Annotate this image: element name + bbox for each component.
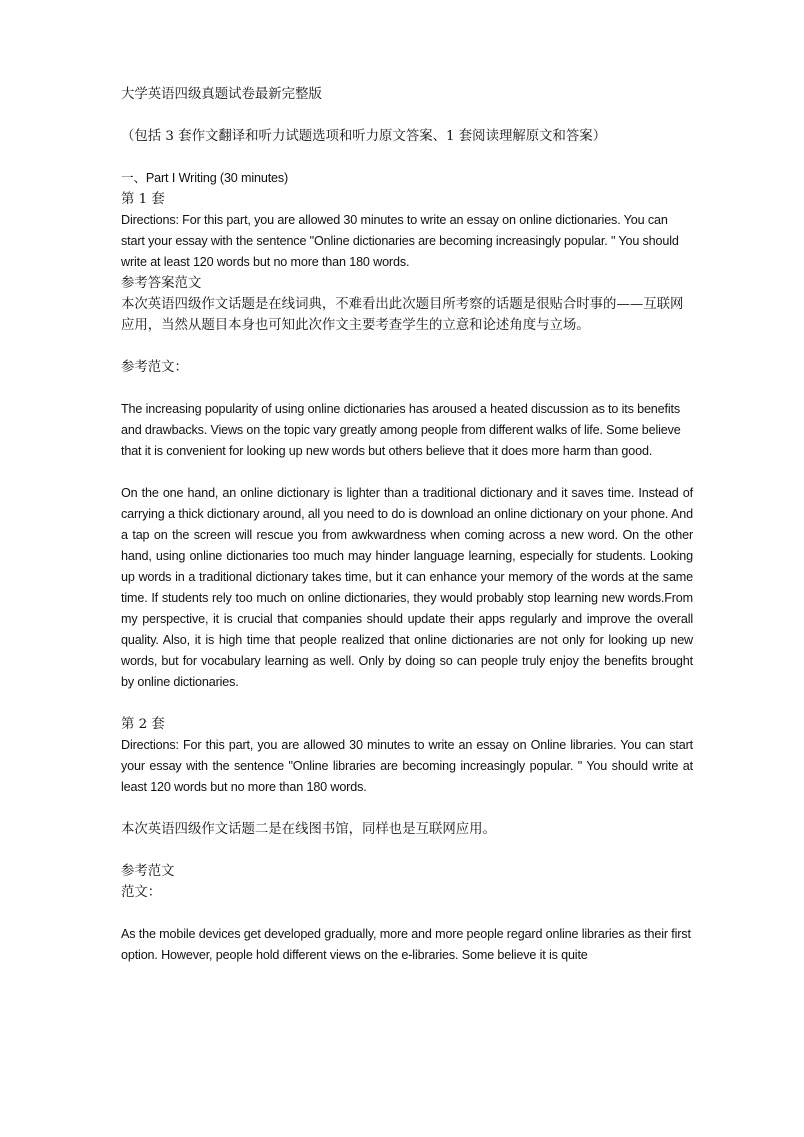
set1-answer-label: 参考答案范文 — [121, 276, 202, 291]
set2-essay-paragraph-1: As the mobile devices get developed gradually, more and more people regard online libraries as their first option. However, people hold different views on the e-libraries. Some believe it is quite — [121, 927, 691, 962]
doc-subtitle: （包括 3 套作文翻译和听力试题选项和听力原文答案、1 套阅读理解原文和答案） — [121, 129, 607, 144]
set2-label: 第 2 套 — [121, 717, 165, 732]
set1-directions: Directions: For this part, you are allowed 30 minutes to write an essay on online dictionaries. You can start your essay with the sentence "Online dictionaries are becoming increasingly popular. " You should write at least 120 words but no more than 180 words. — [121, 213, 679, 269]
doc-title: 大学英语四级真题试卷最新完整版 — [121, 87, 322, 102]
set1-essay-paragraph-2: On the one hand, an online dictionary is lighter than a traditional dictionary and it saves time. Instead of carrying a thick dictionary around, all you need to do is download an online dictionary on your phone. And a tap on the screen will rescue you from awkwardness when coming across a new word. On the other hand, using online dictionaries too much may hinder language learning, especially for students. Looking up words in a traditional dictionary takes time, but it can enhance your memory of the words at the same time. If students rely too much on online dictionaries, they would probably stop learning new words.From my perspective, it is crucial that companies should update their apps regularly and improve the overall quality. Also, it is high time that people realized that online dictionaries are not only for looking up new words, but for vocabulary learning as well. Only by doing so can people truly enjoy the benefits brought by online dictionaries. — [121, 486, 693, 689]
set1-sample-label: 参考范文： — [121, 360, 188, 375]
set2-directions: Directions: For this part, you are allowed 30 minutes to write an essay on Online libraries. You can start your essay with the sentence "Online libraries are becoming increasingly popular. " You should write at least 120 words but no more than 180 words. — [121, 738, 693, 794]
set1-analysis: 本次英语四级作文话题是在线词典，不难看出此次题目所考察的话题是很贴合时事的——互联网应用，当然从题目本身也可知此次作文主要考查学生的立意和论述角度与立场。 — [121, 297, 684, 333]
set1-essay-paragraph-1: The increasing popularity of using online dictionaries has aroused a heated discussion as to its benefits and drawbacks. Views on the topic vary greatly among people from different walks of life. Some believe that it is convenient for looking up new words but others believe that it does more harm than good. — [121, 402, 681, 458]
set2-sample-label: 参考范文 — [121, 864, 175, 879]
set1-label: 第 1 套 — [121, 192, 165, 207]
part-heading: 一、Part Ⅰ Writing (30 minutes) — [121, 171, 289, 185]
set2-essay-label: 范文： — [121, 885, 162, 900]
document-page — [121, 84, 693, 966]
set2-analysis: 本次英语四级作文话题二是在线图书馆，同样也是互联网应用。 — [121, 822, 496, 837]
